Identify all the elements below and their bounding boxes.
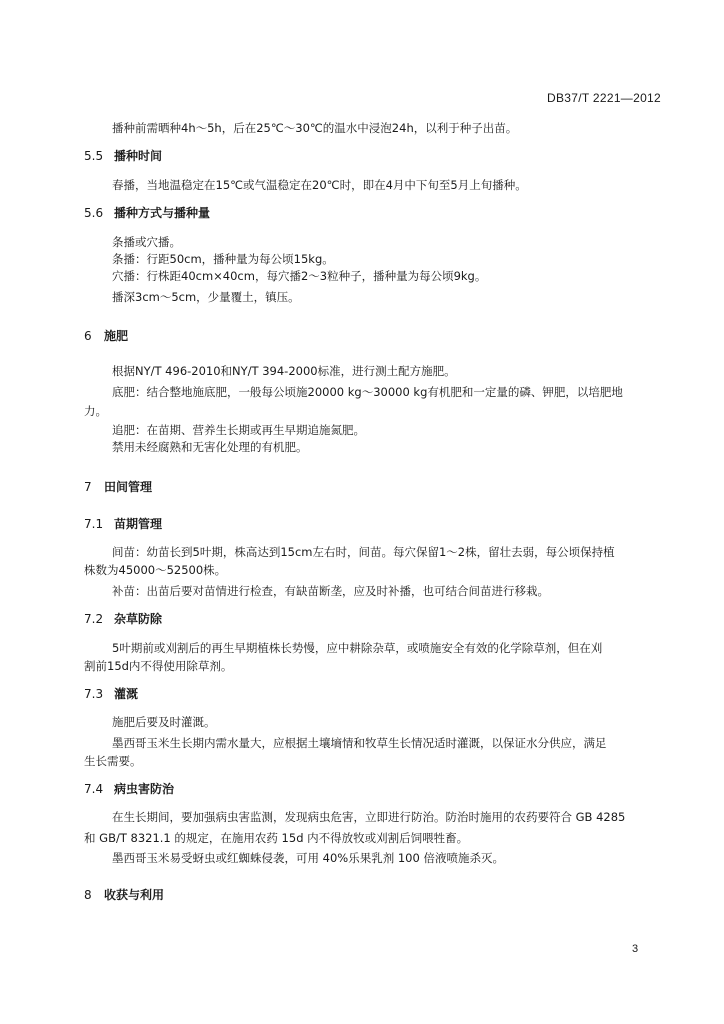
paragraph-line: 和 GB/T 8321.1 的规定，在施用农药 15d 内不得放牧或刈割后饲喂牲畜。 (84, 831, 469, 845)
paragraph-line: 墨西哥玉米易受蚜虫或红蜘蛛侵袭，可用 40%乐果乳剂 100 倍液喷施杀灭。 (112, 851, 504, 865)
paragraph-line: 补苗：出苗后要对苗情进行检查，有缺苗断垄，应及时补播，也可结合间苗进行移栽。 (112, 584, 549, 598)
paragraph-line: 割前15d内不得使用除草剂。 (84, 659, 233, 673)
paragraph-line: 禁用未经腐熟和无害化处理的有机肥。 (112, 440, 308, 454)
paragraph-line: 力。 (84, 404, 107, 418)
paragraph-line: 播种前需晒种4h～5h，后在25℃～30℃的温水中浸泡24h，以利于种子出苗。 (112, 121, 518, 135)
paragraph-line: 穴播：行株距40cm×40cm，每穴播2～3粒种子，播种量为每公顷9kg。 (112, 269, 487, 283)
paragraph-line: 播深3cm～5cm，少量覆土，镇压。 (112, 290, 300, 304)
paragraph-line: 株数为45000～52500株。 (84, 563, 227, 577)
paragraph-line: 生长需要。 (84, 754, 142, 768)
section-heading-7-2: 7.2 杂草防除 (84, 612, 163, 626)
paragraph-line: 底肥：结合整地施底肥，一般每公顷施20000 kg～30000 kg有机肥和一定量的磷、钾肥，以培肥地 (112, 385, 623, 399)
page-number: 3 (632, 943, 639, 955)
paragraph-line: 施肥后要及时灌溉。 (112, 715, 216, 729)
section-heading-6: 6 施肥 (84, 329, 129, 343)
section-heading-5-5: 5.5 播种时间 (84, 149, 163, 163)
section-heading-7-4: 7.4 病虫害防治 (84, 782, 175, 796)
paragraph-line: 条播：行距50cm，播种量为每公顷15kg。 (112, 252, 334, 266)
section-heading-7-1: 7.1 苗期管理 (84, 517, 163, 531)
paragraph-line: 5叶期前或刈割后的再生早期植株长势慢，应中耕除杂草，或喷施安全有效的化学除草剂，但在刈 (112, 641, 603, 655)
section-heading-7-3: 7.3 灌溉 (84, 687, 139, 701)
paragraph-line: 墨西哥玉米生长期内需水量大，应根据土壤墒情和牧草生长情况适时灌溉，以保证水分供应，满足 (112, 736, 607, 750)
paragraph-line: 春播，当地温稳定在15℃或气温稳定在20℃时，即在4月中下旬至5月上旬播种。 (112, 178, 527, 192)
paragraph-line: 间苗：幼苗长到5叶期，株高达到15cm左右时，间苗。每穴保留1～2株，留壮去弱，每公顷保持植 (112, 545, 615, 559)
section-heading-5-6: 5.6 播种方式与播种量 (84, 206, 211, 220)
paragraph-line: 条播或穴播。 (112, 235, 181, 249)
section-heading-8: 8 收获与利用 (84, 888, 165, 902)
paragraph-line: 在生长期间，要加强病虫害监测，发现病虫危害，立即进行防治。防治时施用的农药要符合 GB 4285 (112, 810, 626, 824)
paragraph-line: 根据NY/T 496-2010和NY/T 394-2000标准，进行测土配方施肥。 (112, 364, 456, 378)
section-heading-7: 7 田间管理 (84, 480, 153, 494)
paragraph-line: 追肥：在苗期、营养生长期或再生早期追施氮肥。 (112, 423, 365, 437)
document-code: DB37/T 2221—2012 (547, 91, 661, 105)
